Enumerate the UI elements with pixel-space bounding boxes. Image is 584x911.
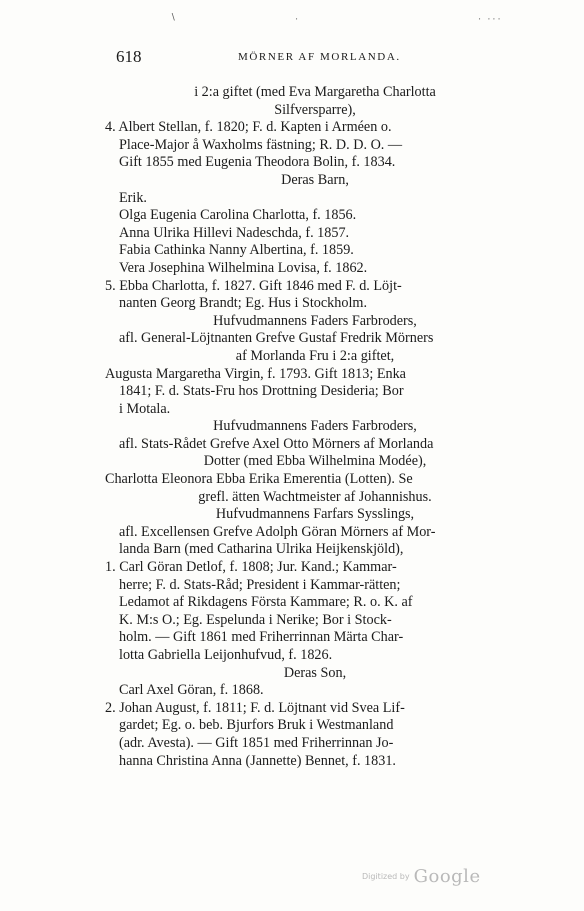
text-line: herre; F. d. Stats-Råd; President i Kammar-rätten;	[119, 576, 401, 593]
watermark-prefix: Digitized by	[362, 872, 410, 881]
text-line: Carl Axel Göran, f. 1868.	[119, 682, 264, 699]
scan-speck: ⋅ ⋅⋅⋅	[478, 14, 503, 24]
text-line: Place-Major å Waxholms fästning; R. D. D. O. —	[119, 136, 403, 153]
text-line: Fabia Cathinka Nanny Albertina, f. 1859.	[119, 242, 354, 259]
text-line: lotta Gabriella Leijonhufvud, f. 1826.	[119, 647, 333, 663]
text-line: afl. General-Löjtnanten Grefve Gustaf Fredrik Mörners	[119, 330, 434, 347]
page-number: 618	[116, 47, 142, 66]
text-line: holm. — Gift 1861 med Friherrinnan Märta Char-	[119, 629, 404, 646]
text-line: Deras Barn,	[281, 171, 349, 188]
text-line: afl. Stats-Rådet Grefve Axel Otto Mörners af Morlanda	[119, 435, 434, 452]
text-line: Charlotta Eleonora Ebba Erika Emerentia (Lotten). Se	[105, 471, 413, 488]
text-line: Gift 1855 med Eugenia Theodora Bolin, f. 1834.	[119, 154, 396, 171]
text-line: Deras Son,	[283, 664, 347, 681]
text-line: Anna Ulrika Hillevi Nadeschda, f. 1857.	[119, 224, 350, 241]
text-line: grefl. ätten Wachtmeister af Johannishus.	[198, 488, 432, 505]
text-line: K. M:s O.; Eg. Espelunda i Nerike; Bor i Stock-	[119, 611, 392, 628]
text-line: Hufvudmannens Farfars Sysslings,	[215, 506, 415, 523]
text-line: gardet; Eg. o. beb. Bjurfors Bruk i Westmanland	[119, 717, 394, 734]
text-line: af Morlanda Fru i 2:a giftet,	[235, 347, 395, 364]
text-line: 2. Johan August, f. 1811; F. d. Löjtnant vid Svea Lif-	[105, 699, 405, 716]
text-line: landa Barn (med Catharina Ulrika Heijkenskjöld),	[119, 541, 404, 558]
text-line: i Motala.	[119, 400, 171, 417]
text-line: Erik.	[119, 189, 147, 206]
text-line: Vera Josephina Wilhelmina Lovisa, f. 1862.	[119, 259, 368, 276]
text-line: Ledamot af Rikdagens Första Kammare; R. o. K. af	[119, 594, 413, 611]
text-line: Hufvudmannens Faders Farbroders,	[213, 312, 417, 329]
running-head: MÖRNER AF MORLANDA.	[238, 51, 401, 63]
text-line: hanna Christina Anna (Jannette) Bennet, f. 1831.	[119, 752, 396, 769]
scan-speck: ∖	[170, 12, 176, 22]
text-line: Augusta Margaretha Virgin, f. 1793. Gift 1813; Enka	[105, 365, 406, 382]
text-line: Hufvudmannens Faders Farbroders,	[213, 418, 417, 435]
text-line: i 2:a giftet (med Eva Margaretha Charlotta	[194, 84, 436, 100]
text-line: afl. Excellensen Grefve Adolph Göran Mörners af Mor-	[119, 523, 436, 540]
text-line: 5. Ebba Charlotta, f. 1827. Gift 1846 med F. d. Löjt-	[105, 277, 402, 294]
text-line: Dotter (med Ebba Wilhelmina Modée),	[203, 453, 427, 470]
text-line: 4. Albert Stellan, f. 1820; F. d. Kapten i Arméen o.	[105, 119, 392, 136]
text-line: 1841; F. d. Stats-Fru hos Drottning Desideria; Bor	[119, 383, 404, 400]
text-line: (adr. Avesta). — Gift 1851 med Friherrinnan Jo-	[119, 734, 394, 751]
scan-speck: ⋅	[295, 14, 299, 24]
digitized-watermark	[362, 866, 481, 887]
text-line: nanten Georg Brandt; Eg. Hus i Stockholm.	[119, 295, 367, 312]
text-line: Silfversparre),	[274, 101, 356, 118]
page-header	[116, 47, 516, 67]
google-logo: Google	[413, 866, 481, 887]
body-text	[105, 84, 525, 770]
text-line: 1. Carl Göran Detlof, f. 1808; Jur. Kand.; Kammar-	[105, 559, 397, 576]
text-line: Olga Eugenia Carolina Charlotta, f. 1856.	[119, 207, 357, 224]
